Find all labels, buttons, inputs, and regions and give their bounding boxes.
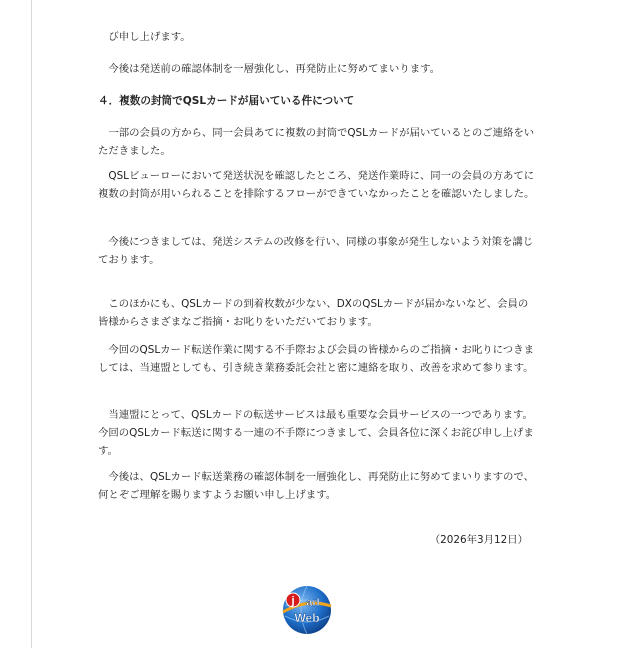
closing-paragraph-1: このほかにも、QSLカードの到着枚数が少ない、DXのQSLカードが届かないなど、会員の皆様からさまざまなご指摘・お叱りをいただいております。 [98, 298, 529, 328]
svg-text:arl: arl [306, 597, 320, 609]
section-4-heading: ４．複数の封筒でQSLカードが届いている件について [98, 95, 355, 107]
section-4-paragraph-1: 一部の会員の方から、同一会員あてに複数の封筒でQSLカードが届いているとのご連絡をいただきました。 [98, 127, 535, 157]
closing-paragraph-4: 今後は、QSLカード転送業務の確認体制を一層強化し、再発防止に努めてまいりますので、何とぞご理解を賜りますようお願い申し上げます。 [98, 471, 534, 501]
closing-paragraph-2: 今回のQSLカード転送作業に関する不手際および会員の皆様からのご指摘・お叱りにつきましては、当連盟としても、引き続き業務委託会社と密に連絡を取り、改善を求めて参ります。 [98, 344, 534, 374]
left-border-rule [31, 0, 32, 648]
publication-date: （2026年3月12日） [429, 534, 528, 546]
paragraph-intro-tail: び申し上げます。 [108, 31, 191, 43]
section-4-paragraph-2: QSLビューローにおいて発送状況を確認したところ、発送作業時に、同一の会員の方あてに複数の封筒が用いられることを排除するフローができていなかったことを確認いたしました。 [98, 170, 535, 200]
jarl-web-logo-icon [281, 584, 333, 636]
paragraph-intro-close: 今後は発送前の確認体制を一層強化し、再発防止に努めてまいります。 [108, 63, 441, 75]
closing-paragraph-3: 当連盟にとって、QSLカードの転送サービスは最も重要な会員サービスの一つであります。今回のQSLカード転送に関する一連の不手際につきまして、会員各位に深くお詫び申し上げます。 [98, 409, 534, 457]
section-4-paragraph-3: 今後につきましては、発送システムの改修を行い、同様の事象が発生しないよう対策を講じております。 [98, 236, 534, 266]
svg-text:Web: Web [294, 611, 320, 625]
svg-text:j: j [291, 595, 295, 607]
jarl-web-logo-link[interactable] [281, 584, 333, 636]
